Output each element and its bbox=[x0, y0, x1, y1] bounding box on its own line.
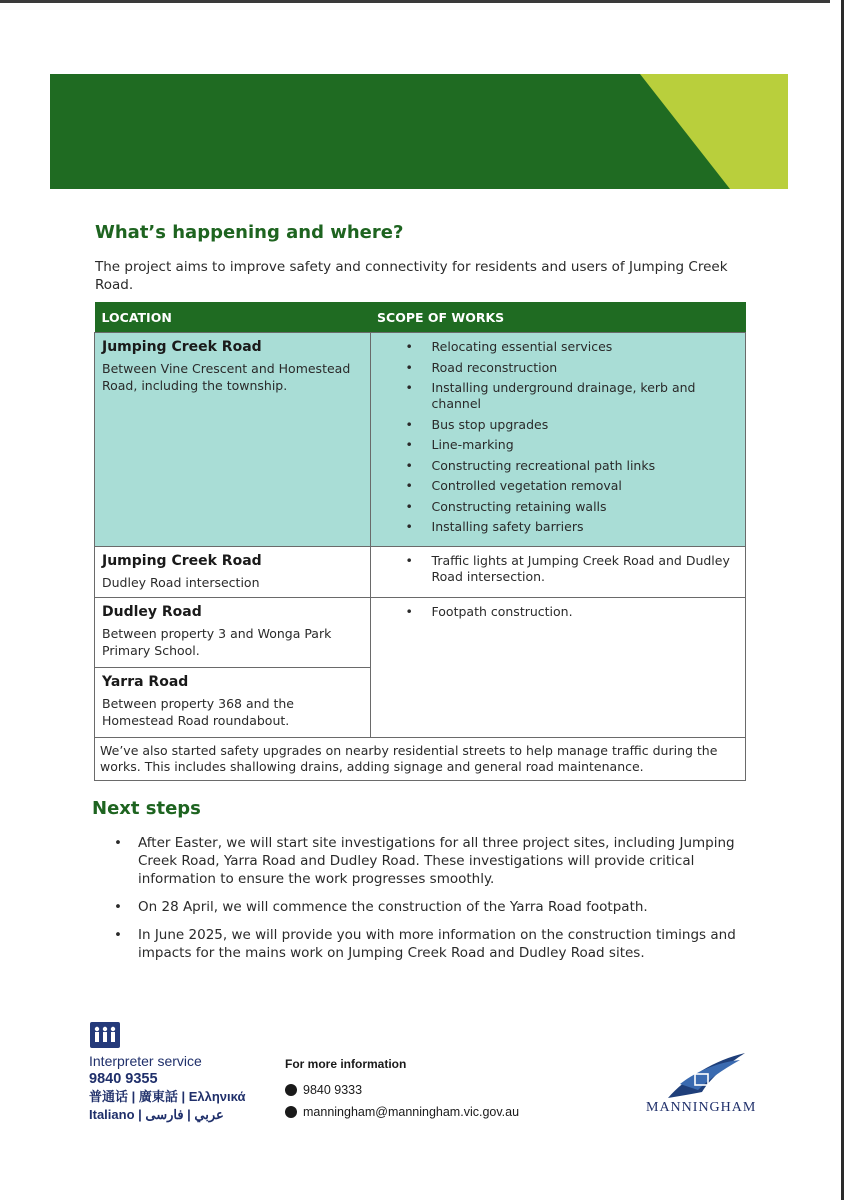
intro-paragraph: The project aims to improve safety and connectivity for residents and users of Jumping Creek Road. bbox=[95, 259, 728, 293]
location-description: Dudley Road intersection bbox=[102, 574, 260, 590]
location-cell bbox=[95, 333, 371, 547]
scope-list bbox=[378, 553, 738, 585]
banner-graphic bbox=[50, 74, 788, 189]
section-heading: Next steps bbox=[92, 798, 201, 819]
header-banner bbox=[50, 74, 788, 189]
location-title: Dudley Road bbox=[102, 603, 202, 620]
scope-cell bbox=[370, 597, 745, 737]
header-location: LOCATION bbox=[95, 302, 371, 333]
location-cell bbox=[95, 597, 371, 667]
scope-cell bbox=[370, 546, 745, 597]
languages-line-2: Italiano | عربي | فارسی bbox=[89, 1107, 224, 1122]
phone-number: 9840 9333 bbox=[303, 1083, 363, 1097]
location-description: Between property 368 and the Homestead Road roundabout. bbox=[102, 695, 294, 728]
email-address: manningham@manningham.vic.gov.au bbox=[303, 1105, 520, 1119]
scope-item: • Constructing recreational path links bbox=[406, 458, 738, 474]
location-title: Jumping Creek Road bbox=[102, 339, 262, 355]
location-description: Between Vine Crescent and Homestead Road, including the township. bbox=[102, 361, 351, 393]
list-item: • In June 2025, we will provide you with more information on the construction timings and impacts for the mains work on Jumping Creek Road and Dudley Road sites. bbox=[112, 926, 752, 962]
table-row bbox=[95, 333, 746, 547]
table-note: We’ve also started safety upgrades on nearby residential streets to help manage traffic during the works. This includes shallowing drains, adding signage and general road maintenance. bbox=[95, 737, 746, 780]
interpreter-number: 9840 9355 bbox=[89, 1071, 158, 1087]
list-item: • On 28 April, we will commence the construction of the Yarra Road footpath. bbox=[112, 898, 752, 916]
location-title: Yarra Road bbox=[102, 673, 189, 690]
scope-item: • Footpath construction. bbox=[406, 604, 738, 620]
next-steps-list bbox=[112, 834, 752, 972]
header-scope: SCOPE OF WORKS bbox=[370, 302, 745, 333]
phone-icon bbox=[285, 1084, 297, 1096]
phone-row bbox=[285, 1079, 519, 1101]
scope-item: • Installing safety barriers bbox=[406, 519, 738, 535]
scope-item: • Controlled vegetation removal bbox=[406, 478, 738, 494]
scan-edge-top bbox=[0, 0, 830, 3]
email-row bbox=[285, 1101, 519, 1123]
logo-text: MANNINGHAM bbox=[646, 1100, 757, 1115]
table-row bbox=[95, 737, 746, 780]
scope-item: • Line-marking bbox=[406, 437, 738, 453]
languages-line-1: 普通话 | 廣東話 | Ελληνικά bbox=[89, 1089, 246, 1104]
more-info-title: For more information bbox=[285, 1057, 407, 1071]
location-description: Between property 3 and Wonga Park Primary School. bbox=[102, 625, 332, 658]
list-item: • After Easter, we will start site investigations for all three project sites, including Jumping Creek Road, Yarra Road and Dudley Road. These investigations will provide critical information to ensure the work progresses smoothly. bbox=[112, 834, 752, 888]
email-icon bbox=[285, 1106, 297, 1118]
interpreter-block bbox=[89, 1052, 245, 1124]
interpreter-icon bbox=[90, 1022, 120, 1048]
location-cell bbox=[95, 667, 371, 737]
scope-item: • Constructing retaining walls bbox=[406, 499, 738, 515]
scope-list bbox=[378, 604, 738, 620]
scope-list bbox=[378, 339, 738, 535]
contact-block bbox=[285, 1057, 519, 1123]
interpreter-label: Interpreter service bbox=[89, 1053, 202, 1069]
scope-item: • Installing underground drainage, kerb and channel bbox=[406, 380, 738, 412]
scope-item: • Traffic lights at Jumping Creek Road and Dudley Road intersection. bbox=[406, 553, 738, 585]
table-row bbox=[95, 546, 746, 597]
location-cell bbox=[95, 546, 371, 597]
section-heading: What’s happening and where? bbox=[95, 222, 404, 243]
table-row bbox=[95, 597, 746, 667]
works-table bbox=[94, 302, 746, 781]
scan-edge-right bbox=[841, 0, 844, 1200]
location-title: Jumping Creek Road bbox=[102, 552, 262, 569]
scope-cell bbox=[370, 333, 745, 547]
scope-item: • Road reconstruction bbox=[406, 360, 738, 376]
scope-item: • Relocating essential services bbox=[406, 339, 738, 355]
scope-item: • Bus stop upgrades bbox=[406, 417, 738, 433]
